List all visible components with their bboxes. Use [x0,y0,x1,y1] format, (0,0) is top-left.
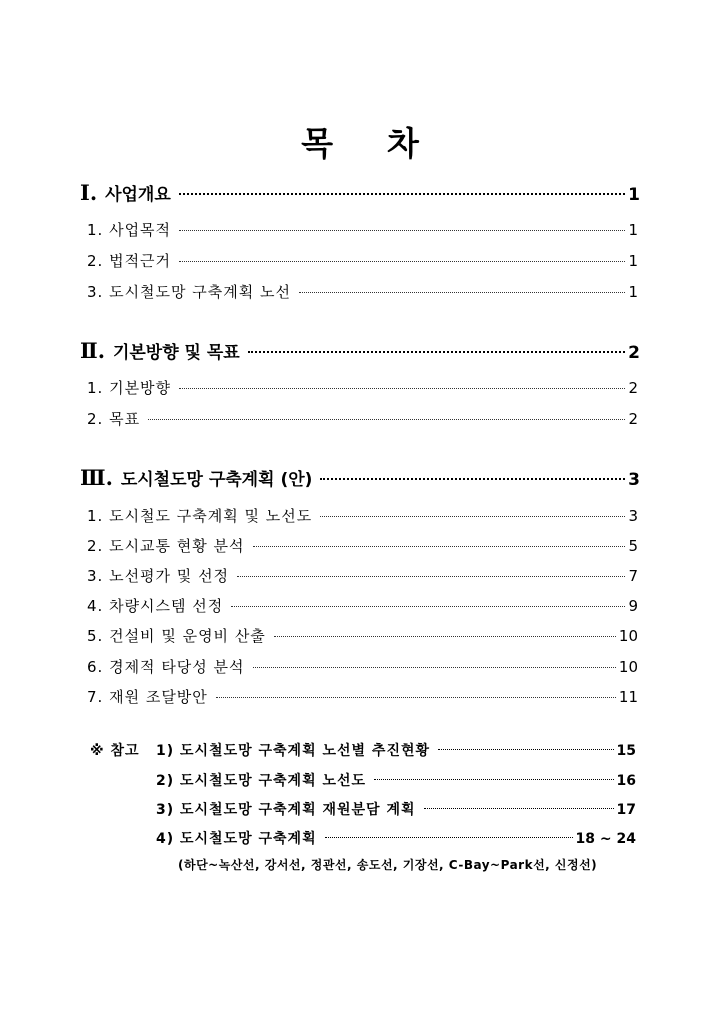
leader-dots [299,292,625,293]
page-number: 17 [616,802,636,818]
toc-item[interactable] [87,250,638,271]
page-number: 2 [628,379,638,397]
toc-section-1[interactable] [80,180,640,205]
page-number: 1 [628,221,638,239]
reference-prefix: ※ 참고 [90,743,140,759]
toc-item[interactable] [87,281,638,302]
reference-label: 2) 도시철도망 구축계획 노선도 [156,773,367,789]
toc-item-label: 1. 기본방향 [87,379,172,397]
leader-dots [374,779,613,780]
toc-item[interactable] [87,408,638,429]
reference-label: 1) 도시철도망 구축계획 노선별 추진현황 [156,743,431,759]
toc-item[interactable] [87,625,638,646]
leader-dots [320,478,625,480]
toc-item-label: 4. 차량시스템 선정 [87,597,224,615]
toc-item[interactable] [87,505,638,526]
page-number: 1 [628,283,638,301]
page-number: 11 [618,688,638,706]
leader-dots [253,546,626,547]
reference-item[interactable] [90,740,636,760]
section-numeral: Ⅲ. [80,465,113,490]
toc-item-label: 3. 노선평가 및 선정 [87,567,230,585]
reference-item[interactable] [90,770,636,790]
leader-dots [248,351,625,353]
page-number: 2 [628,410,638,428]
page-number: 1 [628,252,638,270]
leader-dots [424,808,614,809]
leader-dots [179,230,625,231]
leader-dots [179,388,625,389]
toc-item[interactable] [87,377,638,398]
toc-item-label: 1. 사업목적 [87,221,172,239]
toc-item[interactable] [87,565,638,586]
page-number: 5 [628,537,638,555]
section-title: 사업개요 [105,185,171,205]
reference-item[interactable] [90,799,636,819]
section-title: 기본방향 및 목표 [112,343,240,363]
page-number: 18 ~ 24 [575,831,636,847]
toc-item[interactable] [87,535,638,556]
page-number: 9 [628,597,638,615]
section-title: 도시철도망 구축계획 (안) [120,470,313,490]
page-number: 1 [628,185,640,205]
toc-item[interactable] [87,656,638,677]
title-char-right: 차 [387,124,419,163]
toc-item-label: 2. 법적근거 [87,252,172,270]
toc-item[interactable] [87,219,638,240]
title-char-left: 목 [301,124,333,163]
toc-item-label: 5. 건설비 및 운영비 산출 [87,627,266,645]
toc-item-label: 6. 경제적 타당성 분석 [87,658,245,676]
leader-dots [320,516,625,517]
leader-dots [216,697,616,698]
leader-dots [325,837,573,838]
toc-item-label: 7. 재원 조달방안 [87,688,208,706]
leader-dots [179,261,625,262]
reference-label: 4) 도시철도망 구축계획 [156,831,317,847]
page-number: 10 [618,658,638,676]
toc-item-label: 2. 도시교통 현황 분석 [87,537,245,555]
page-number: 3 [628,507,638,525]
reference-note: (하단~녹산선, 강서선, 정관선, 송도선, 기장선, C-Bay~Park선, 신정선) [178,858,598,872]
toc-item[interactable] [87,686,638,707]
leader-dots [231,606,625,607]
reference-item[interactable] [90,828,636,848]
leader-dots [179,193,625,195]
page-number: 2 [628,343,640,363]
page-number: 16 [616,773,636,789]
leader-dots [438,749,613,750]
toc-section-3[interactable] [80,465,640,490]
reference-label: 3) 도시철도망 구축계획 재원분담 계획 [156,802,416,818]
page-number: 10 [618,627,638,645]
page-number: 3 [628,470,640,490]
section-numeral: Ⅱ. [80,338,106,363]
leader-dots [274,636,616,637]
leader-dots [237,576,625,577]
toc-section-2[interactable] [80,338,640,363]
toc-item[interactable] [87,595,638,616]
toc-item-label: 1. 도시철도 구축계획 및 노선도 [87,507,313,525]
leader-dots [253,667,616,668]
section-numeral: Ⅰ. [80,180,98,205]
page-number: 7 [628,567,638,585]
page-title [0,118,720,165]
leader-dots [148,419,625,420]
toc-item-label: 3. 도시철도망 구축계획 노선 [87,283,292,301]
toc-item-label: 2. 목표 [87,410,141,428]
page-number: 15 [616,743,636,759]
